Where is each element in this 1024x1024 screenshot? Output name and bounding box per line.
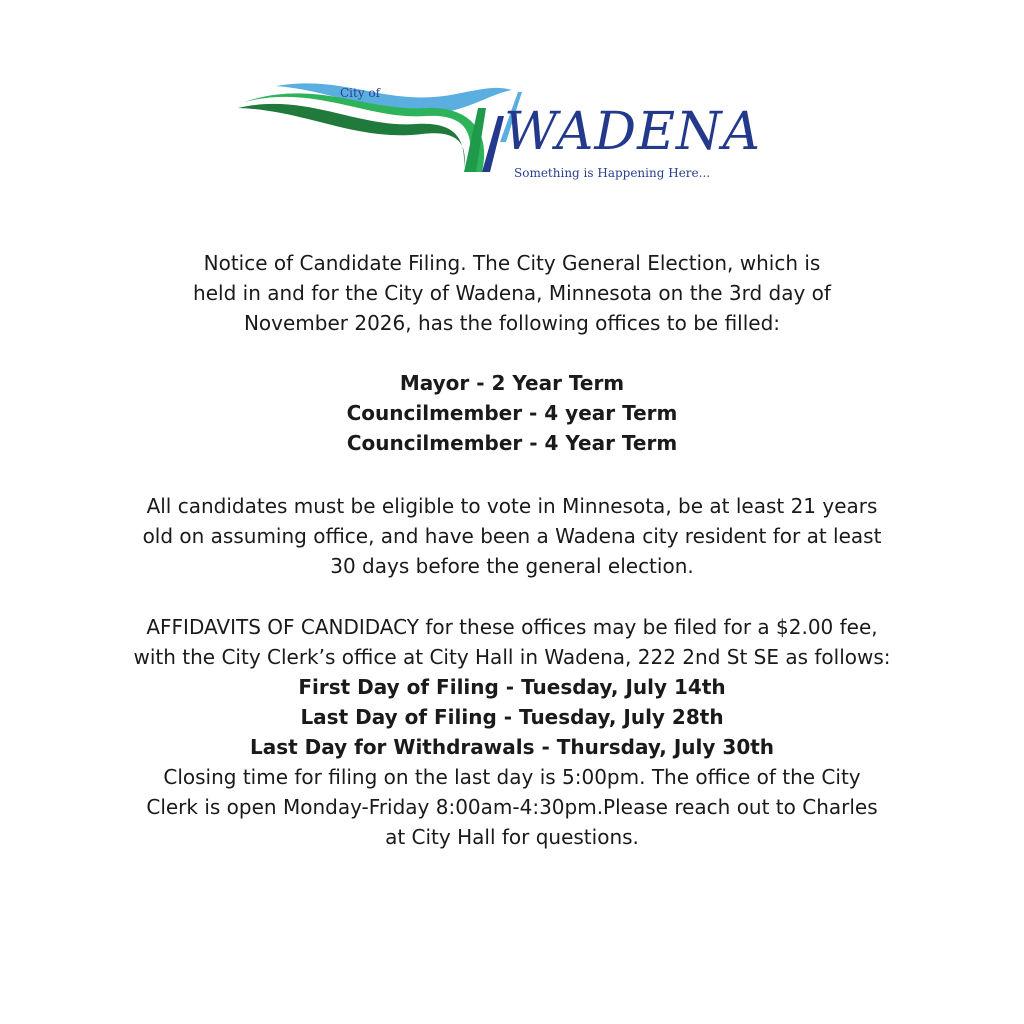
intro-line: held in and for the City of Wadena, Minnesota on the 3rd day of bbox=[193, 281, 831, 305]
eligibility-paragraph bbox=[0, 491, 1024, 581]
intro-line: Notice of Candidate Filing. The City General Election, which is bbox=[203, 251, 821, 275]
office-item: Councilmember - 4 Year Term bbox=[346, 431, 678, 455]
city-logo bbox=[236, 72, 762, 192]
office-item: Mayor - 2 Year Term bbox=[399, 371, 625, 395]
intro-paragraph bbox=[0, 248, 1024, 338]
closing-line: Closing time for filing on the last day is 5:00pm. The office of the City bbox=[163, 765, 861, 789]
eligibility-line: All candidates must be eligible to vote in Minnesota, be at least 21 years bbox=[146, 494, 878, 518]
offices-list bbox=[0, 368, 1024, 458]
logo-city-of-text: City of bbox=[340, 86, 381, 100]
logo-tagline: Something is Happening Here... bbox=[514, 166, 711, 180]
eligibility-line: old on assuming office, and have been a Wadena city resident for at least bbox=[142, 524, 882, 548]
logo-wadena-text: WADENA bbox=[504, 102, 762, 162]
affidavit-line: with the City Clerk’s office at City Hall in Wadena, 222 2nd St SE as follows: bbox=[133, 645, 891, 669]
closing-line: Clerk is open Monday-Friday 8:00am-4:30pm.Please reach out to Charles bbox=[146, 795, 878, 819]
filing-date: First Day of Filing - Tuesday, July 14th bbox=[298, 675, 726, 699]
intro-line: November 2026, has the following offices to be filled: bbox=[243, 311, 781, 335]
office-item: Councilmember - 4 year Term bbox=[346, 401, 678, 425]
filing-date: Last Day of Filing - Tuesday, July 28th bbox=[300, 705, 724, 729]
affidavit-line: AFFIDAVITS OF CANDIDACY for these offices may be filed for a $2.00 fee, bbox=[146, 615, 878, 639]
eligibility-line: 30 days before the general election. bbox=[330, 554, 694, 578]
filing-date: Last Day for Withdrawals - Thursday, July 30th bbox=[249, 735, 775, 759]
closing-line: at City Hall for questions. bbox=[385, 825, 639, 849]
affidavits-paragraph bbox=[0, 612, 1024, 852]
